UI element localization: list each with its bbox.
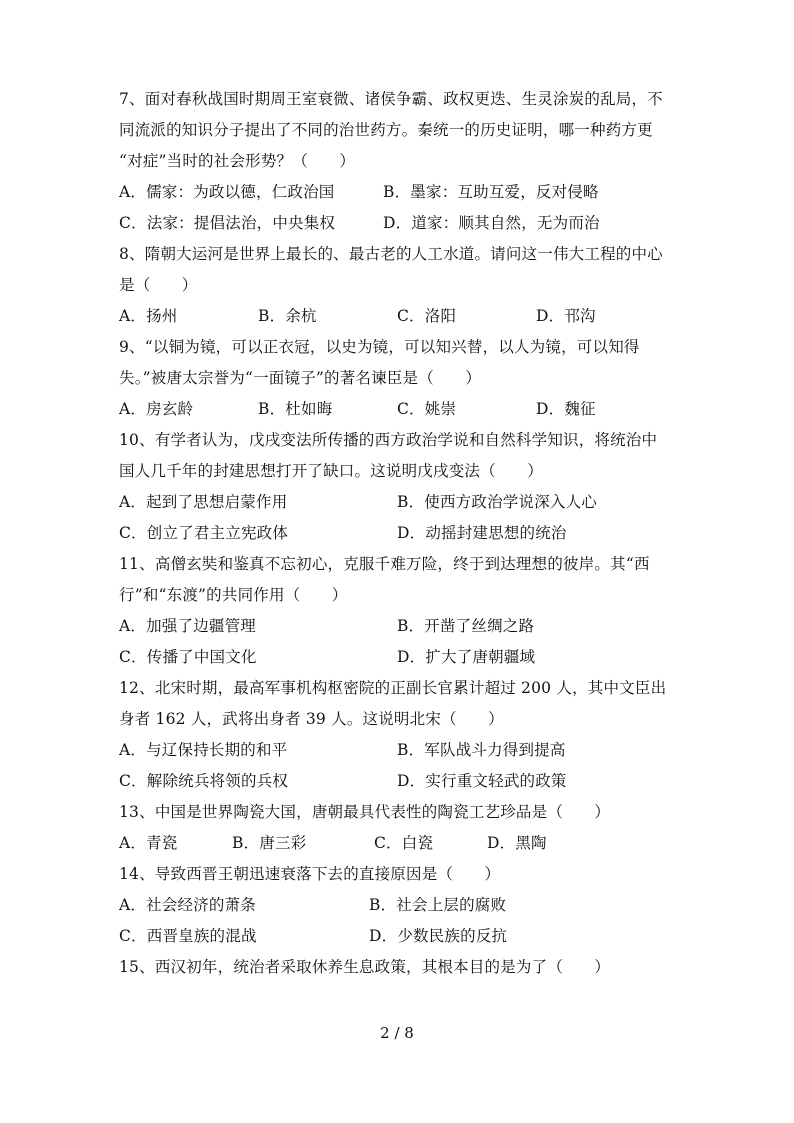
option-b: B．杜如晦	[258, 400, 333, 418]
option-c: C．创立了君主立宪政体	[119, 524, 289, 542]
question-text-line: “对症”当时的社会形势？（ ）	[119, 152, 356, 170]
question-10	[119, 425, 679, 549]
option-a: A．与辽保持长期的和平	[119, 741, 288, 759]
option-b: B．唐三彩	[232, 834, 307, 852]
option-d: D．少数民族的反抗	[369, 927, 508, 945]
question-8	[119, 239, 679, 332]
question-12	[119, 673, 679, 797]
question-text-line: 7、面对春秋战国时期周王室衰微、诸侯争霸、政权更迭、生灵涂炭的乱局，不	[119, 90, 663, 108]
option-b: B．军队战斗力得到提高	[397, 741, 566, 759]
option-row	[119, 518, 679, 549]
option-a: A．起到了思想启蒙作用	[119, 493, 288, 511]
option-a: A．青瓷	[119, 834, 178, 852]
option-d: D．邗沟	[536, 307, 596, 325]
page-number: 2 / 8	[380, 1024, 414, 1042]
option-row	[119, 735, 679, 766]
option-d: D．扩大了唐朝疆域	[397, 648, 536, 666]
option-c: C．洛阳	[397, 307, 457, 325]
option-row	[119, 921, 679, 952]
question-14	[119, 859, 679, 952]
option-c: C．白瓷	[374, 834, 434, 852]
option-d: D．魏征	[536, 400, 596, 418]
option-row	[119, 890, 679, 921]
option-c: C．姚崇	[397, 400, 457, 418]
question-text-line: 国人几千年的封建思想打开了缺口。这说明戊戌变法（ ）	[119, 462, 543, 480]
question-15	[119, 952, 679, 983]
option-a: A．社会经济的萧条	[119, 896, 256, 914]
question-text-line: 14、导致西晋王朝迅速衰落下去的直接原因是（ ）	[119, 865, 501, 883]
option-d: D．黑陶	[487, 834, 547, 852]
question-text-line: 是（ ）	[119, 276, 198, 294]
option-c: C．法家：提倡法治，中央集权	[119, 214, 336, 232]
option-row	[119, 208, 679, 239]
option-b: B．墨家：互助互爱，反对侵略	[383, 183, 599, 201]
question-7	[119, 84, 679, 239]
question-text-line: 身者 162 人，武将出身者 39 人。这说明北宋（ ）	[119, 710, 504, 728]
question-text-line: 13、中国是世界陶瓷大国，唐朝最具代表性的陶瓷工艺珍品是（ ）	[119, 803, 611, 821]
option-b: B．开凿了丝绸之路	[397, 617, 535, 635]
option-a: A．扬州	[119, 307, 178, 325]
question-text-line: 11、高僧玄奘和鉴真不忘初心，克服千难万险，终于到达理想的彼岸。其“西	[119, 555, 650, 573]
option-d: D．实行重文轻武的政策	[397, 772, 567, 790]
question-13	[119, 797, 679, 859]
option-c: C．西晋皇族的混战	[119, 927, 257, 945]
question-text-line: 9、“以铜为镜，可以正衣冠，以史为镜，可以知兴替，以人为镜，可以知得	[119, 338, 640, 356]
option-b: B．使西方政治学说深入人心	[397, 493, 597, 511]
option-row	[119, 611, 679, 642]
option-row	[119, 177, 679, 208]
question-text-line: 失。”被唐太宗誉为“一面镜子”的著名谏臣是（ ）	[119, 369, 482, 387]
option-c: C．传播了中国文化	[119, 648, 257, 666]
option-a: A．房玄龄	[119, 400, 194, 418]
question-text-line: 12、北宋时期，最高军事机构枢密院的正副长官累计超过 200 人，其中文臣出	[119, 679, 667, 697]
question-list	[119, 84, 679, 983]
question-text-line: 行”和“东渡”的共同作用（ ）	[119, 586, 348, 604]
option-b: B．余杭	[258, 307, 317, 325]
option-c: C．解除统兵将领的兵权	[119, 772, 289, 790]
option-row	[119, 828, 679, 859]
option-row	[119, 394, 679, 425]
question-text-line: 8、隋朝大运河是世界上最长的、最古老的人工水道。请问这一伟大工程的中心	[119, 245, 663, 263]
question-9	[119, 332, 679, 425]
option-d: D．道家：顺其自然，无为而治	[383, 214, 600, 232]
question-text-line: 10、有学者认为，戊戌变法所传播的西方政治学说和自然科学知识，将统治中	[119, 431, 658, 449]
option-row	[119, 301, 679, 332]
question-11	[119, 549, 679, 673]
option-a: A．儒家：为政以德，仁政治国	[119, 183, 335, 201]
option-row	[119, 642, 679, 673]
option-row	[119, 487, 679, 518]
question-text-line: 15、西汉初年，统治者采取休养生息政策，其根本目的是为了（ ）	[119, 958, 611, 976]
option-d: D．动摇封建思想的统治	[397, 524, 567, 542]
option-b: B．社会上层的腐败	[369, 896, 507, 914]
option-a: A．加强了边疆管理	[119, 617, 256, 635]
option-row	[119, 766, 679, 797]
question-text-line: 同流派的知识分子提出了不同的治世药方。秦统一的历史证明，哪一种药方更	[119, 121, 653, 139]
